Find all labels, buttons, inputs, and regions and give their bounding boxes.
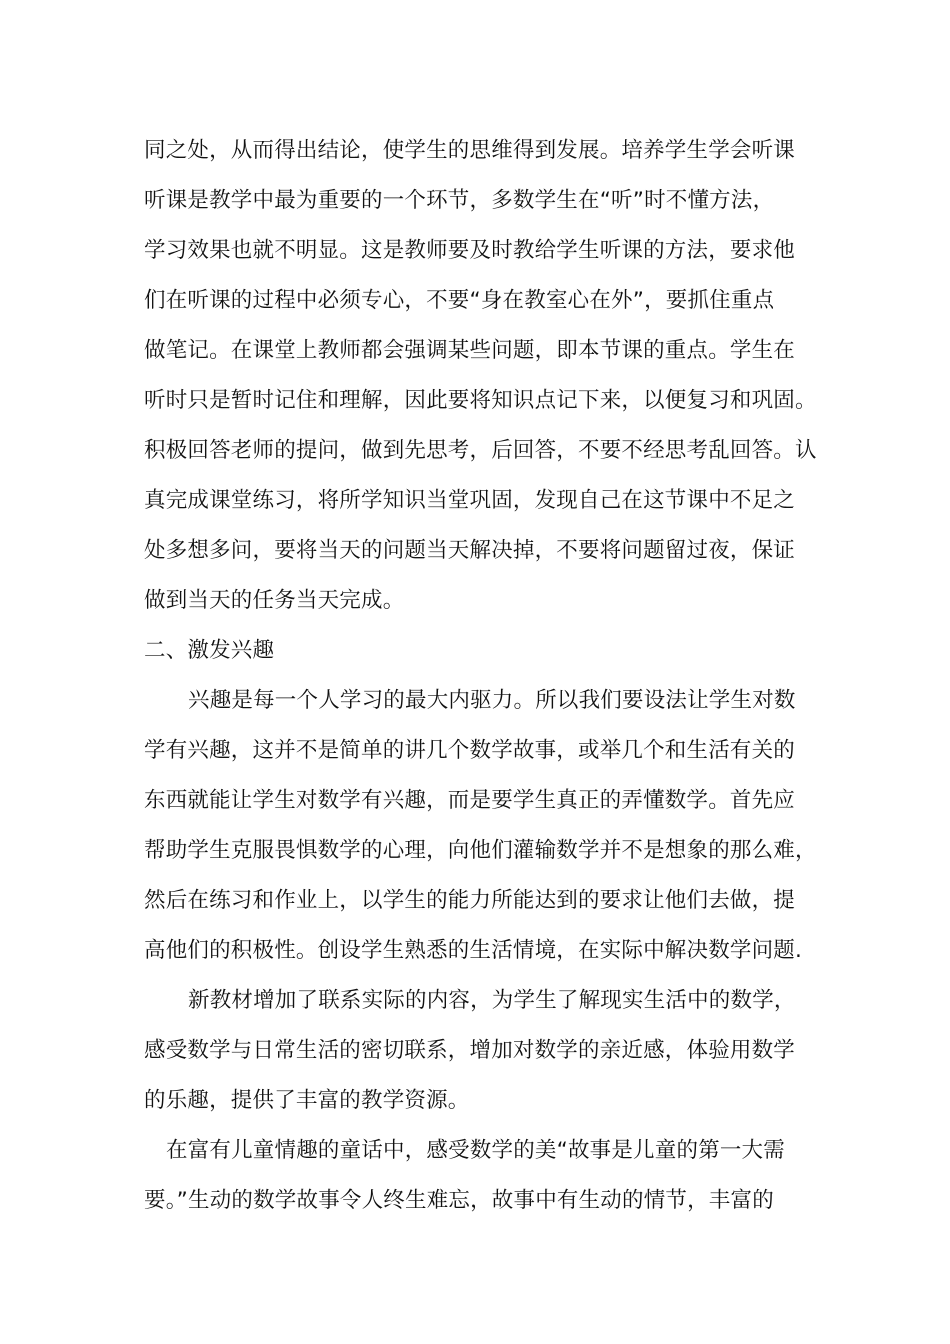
text-line-8: 真完成课堂练习，将所学知识当堂巩固，发现自己在这节课中不足之 (144, 488, 796, 513)
text-line-9: 处多想多问，要将当天的问题当天解决掉，不要将问题留过夜，保证 (144, 538, 796, 563)
text-line-21: 在富有儿童情趣的童话中，感受数学的美“故事是儿童的第一大需 (166, 1138, 785, 1163)
text-line-18: 新教材增加了联系实际的内容，为学生了解现实生活中的数学， (188, 988, 796, 1013)
text-line-14: 东西就能让学生对数学有兴趣，而是要学生真正的弄懂数学。首先应 (144, 788, 796, 813)
text-line-4: 们在听课的过程中必须专心，不要“身在教室心在外”，要抓住重点 (144, 288, 775, 313)
text-line-2: 听课是教学中最为重要的一个环节，多数学生在“听”时不懂方法， (144, 188, 775, 213)
text-line-22: 要。”生动的数学故事令人终生难忘，故事中有生动的情节，丰富的 (144, 1188, 774, 1213)
text-line-10: 做到当天的任务当天完成。 (144, 588, 405, 613)
text-line-13: 学有兴趣，这并不是简单的讲几个数学故事，或举几个和生活有关的 (144, 738, 796, 763)
text-line-5: 做笔记。在课堂上教师都会强调某些问题，即本节课的重点。学生在 (144, 338, 796, 363)
text-line-3: 学习效果也就不明显。这是教师要及时教给学生听课的方法，要求他 (144, 238, 796, 263)
text-line-1: 同之处，从而得出结论，使学生的思维得到发展。培养学生学会听课 (144, 138, 796, 163)
text-line-6: 听时只是暂时记住和理解，因此要将知识点记下来，以便复习和巩固。 (144, 388, 817, 413)
text-line-19: 感受数学与日常生活的密切联系，增加对数学的亲近感，体验用数学 (144, 1038, 796, 1063)
text-line-20: 的乐趣，提供了丰富的教学资源。 (144, 1088, 470, 1113)
text-line-7: 积极回答老师的提问，做到先思考，后回答，不要不经思考乱回答。认 (144, 438, 817, 463)
text-line-16: 然后在练习和作业上，以学生的能力所能达到的要求让他们去做，提 (144, 888, 796, 913)
section-heading: 二、激发兴趣 (144, 638, 275, 663)
text-line-12: 兴趣是每一个人学习的最大内驱力。所以我们要设法让学生对数 (188, 688, 796, 713)
text-line-15: 帮助学生克服畏惧数学的心理，向他们灌输数学并不是想象的那么难， (144, 838, 817, 863)
text-line-17: 高他们的积极性。创设学生熟悉的生活情境，在实际中解决数学问题. (144, 938, 803, 963)
